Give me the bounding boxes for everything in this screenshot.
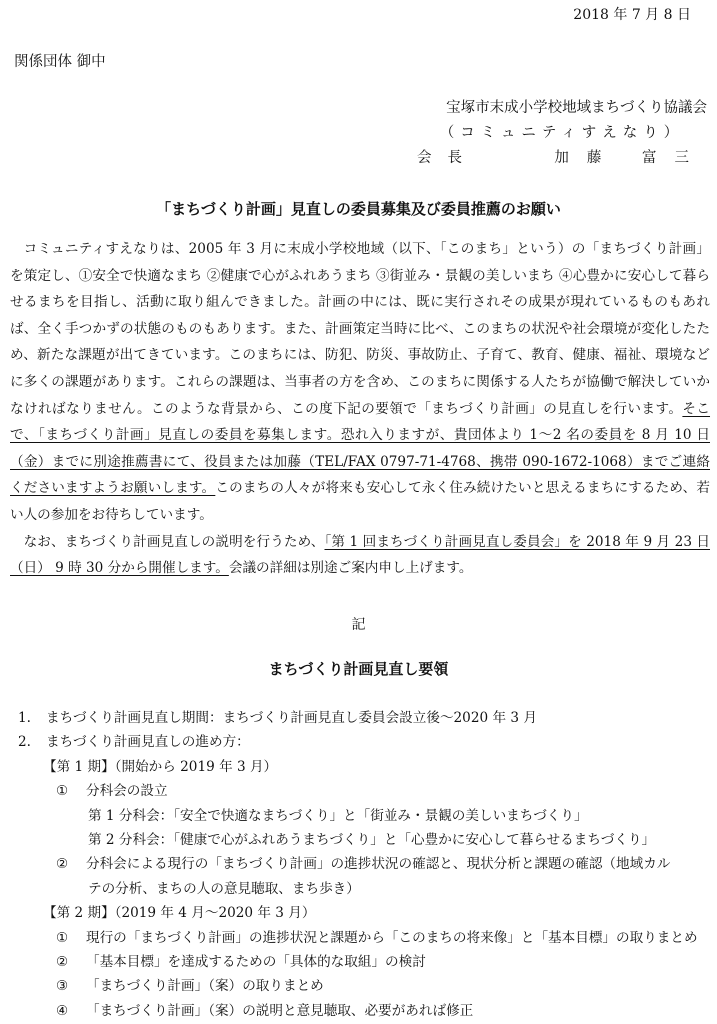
item-number: 1. xyxy=(18,710,31,726)
step-text: 分科会による現行の「まちづくり計画」の進捗状況の確認と、現状分析と課題の確認（地域カル xyxy=(86,856,671,873)
body-p1-text-b: このまちの人々が将来も安心して永く住み続けたいと思えるまちにするため、若い人の参加をお待ちしています。 xyxy=(10,480,710,523)
sender-nickname: （コミュニティすえなり） xyxy=(439,125,685,141)
step-number: ③ xyxy=(56,978,69,995)
outline-list xyxy=(18,706,708,1023)
body-p2-meeting-underlined: 「第 1 回まちづくり計画見直し委員会」を 2018 年 9 月 23 日（日） 9 時 30 分から開催します。 xyxy=(10,533,710,577)
item-text: まちづくり計画見直し期間：まちづくり計画見直し委員会設立後～2020 年 3 月 xyxy=(46,710,537,726)
sender-block xyxy=(417,96,707,171)
sender-organization: 宝塚市末成小学校地域まちづくり協議会 xyxy=(446,100,707,116)
step-number: ① xyxy=(56,783,69,800)
sender-president xyxy=(417,146,707,171)
body-paragraph-1 xyxy=(10,236,710,529)
step-number: ① xyxy=(56,929,69,946)
phase-2-step-3 xyxy=(18,974,708,998)
phase-1-step-2 xyxy=(18,852,708,876)
step-text: 「基本目標」を達成するための「具体的な取組」の検討 xyxy=(86,953,426,970)
step-number: ④ xyxy=(56,1002,69,1019)
outline-item-2 xyxy=(18,730,708,754)
phase-2-step-4 xyxy=(18,999,708,1023)
step-number: ② xyxy=(56,953,69,970)
step-text: 「まちづくり計画」（案）の取りまとめ xyxy=(86,978,324,995)
summary-title: まちづくり計画見直し要領 xyxy=(268,660,449,678)
step-text: 「まちづくり計画」（案）の説明と意見聴取、必要があれば修正 xyxy=(86,1002,474,1019)
subcommittee-1: 第 1 分科会：「安全で快適なまちづくり」と「街並み・景観の美しいまちづくり」 xyxy=(88,807,588,824)
body-p1-request-underlined: そこで、「まちづくり計画」見直しの委員を募集します。恐れ入りますが、貴団体より 1～2 名の委員を 8 月 10 日（金）までに別途推薦書にて、役員または加藤（TEL/FAX 0797-71-4768、携帯 090-1672-1068）までご連絡くださいますようお願いします。 xyxy=(10,400,711,497)
letter-body xyxy=(10,236,710,582)
body-paragraph-2 xyxy=(10,529,710,582)
phase-1-step-1 xyxy=(18,779,708,803)
body-p1-text-a: コミュニティすえなりは、2005 年 3 月に末成小学校地域（以下、「このまち」という）の「まちづくり計画」を策定し、①安全で快適なまち ②健康で心がふれあうまち ③街並み・景観の美しいまち ④心豊かに安心して暮らせるまちを目指し、活動に取り組んできました。計画の中には、既に実行されその成果が現れているものもあれば、全く手つかずの状態のものもあります。また、計画策定当時に比べ、このまちの状況や社会環境が変化したため、新たな課題が出てきています。このまちには、防犯、防災、事故防止、子育て、教育、健康、福祉、環境などに多くの課題があります。これらの課題は、当事者の方を含め、このまちに関係する人たちが協働で解決していかなければなりません。このような背景から、この度下記の要領で「まちづくり計画」の見直しを行います。 xyxy=(10,241,710,417)
phase-1-step-2-continued: テの分析、まちの人の意見聴取、まち歩き） xyxy=(88,880,360,897)
phase-2-step-2 xyxy=(18,950,708,974)
letter-title: 「まちづくり計画」見直しの委員募集及び委員推薦のお願い xyxy=(156,200,561,218)
phase-2-step-1 xyxy=(18,926,708,950)
step-text: 分科会の設立 xyxy=(86,783,168,800)
phase-2-heading: 【第 2 期】（2019 年 4 月～2020 年 3 月） xyxy=(43,905,316,922)
addressee: 関係団体 御中 xyxy=(14,54,106,70)
document-date: 2018 年 7 月 8 日 xyxy=(573,7,691,23)
outline-item-1 xyxy=(18,706,708,730)
body-p2-text-b: 会議の詳細は別途ご案内申し上げます。 xyxy=(228,560,473,577)
body-p2-text-a: なお、まちづくり計画見直しの説明を行うため、 xyxy=(23,533,325,550)
sender-role: 会長 xyxy=(417,150,478,166)
item-text: まちづくり計画見直しの進め方： xyxy=(46,734,250,751)
ki-marker: 記 xyxy=(351,617,366,633)
item-number: 2. xyxy=(18,734,31,751)
sender-name: 加藤 富三 xyxy=(554,150,707,166)
phase-1-heading: 【第 1 期】（開始から 2019 年 3 月） xyxy=(43,758,278,775)
step-number: ② xyxy=(56,856,69,873)
subcommittee-2: 第 2 分科会：「健康で心がふれあうまちづくり」と「心豊かに安心して暮らせるまちづくり」 xyxy=(88,831,656,848)
step-text: 現行の「まちづくり計画」の進捗状況と課題から「このまちの将来像」と「基本目標」の取りまとめ xyxy=(86,929,698,946)
